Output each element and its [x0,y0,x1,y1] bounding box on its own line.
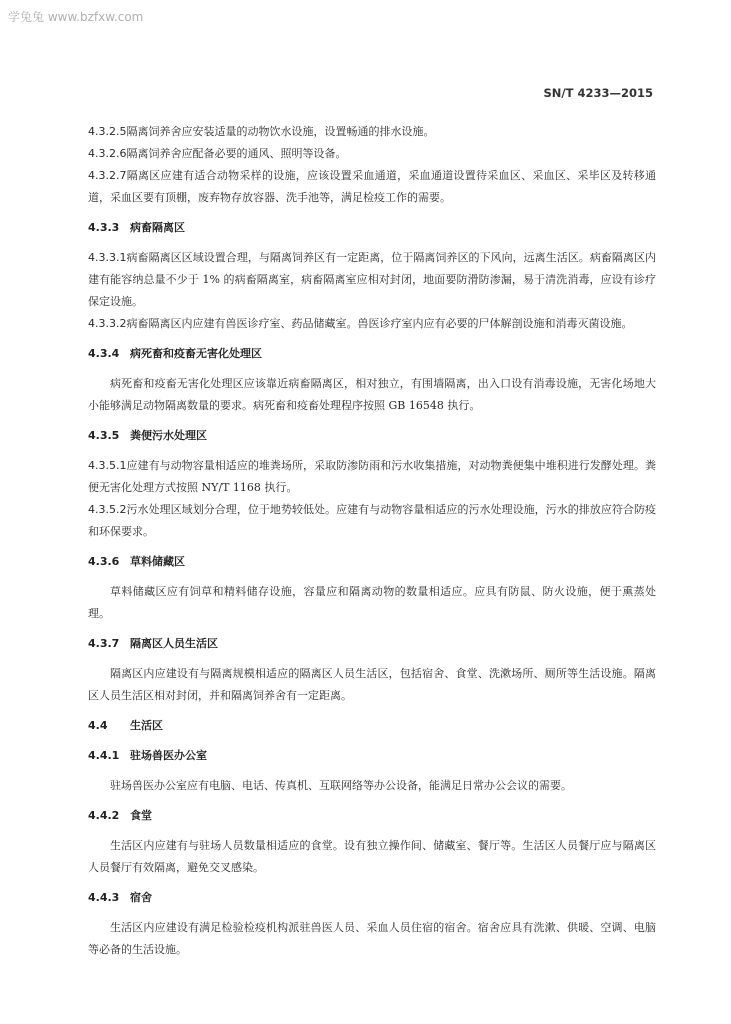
clause-text: 隔离饲养舍应安装适量的动物饮水设施，设置畅通的排水设施。 [126,125,435,138]
heading-text: 驻场兽医办公室 [130,749,207,762]
paragraph-4-4-1 [88,775,656,797]
clause-number: 4.3.2.5 [88,125,127,138]
clause-4-3-3-2 [88,313,656,335]
clause-number: 4.3.2.7 [88,169,127,182]
heading-number: 4.4.3 [88,891,120,904]
clause-4-3-5-2 [88,499,656,543]
clause-number: 4.3.2.6 [88,147,127,160]
document-body [88,121,656,961]
document-number: SN/T 4233—2015 [543,86,653,100]
heading-4-3-4 [88,343,656,365]
heading-text: 病畜隔离区 [130,221,185,234]
clause-number: 4.3.3.2 [88,317,127,330]
clause-text: 应建有与动物容量相适应的堆粪场所，采取防渗防雨和污水收集措施，对动物粪便集中堆积进行发酵处理。粪便无害化处理方式按照 NY/T 1168 执行。 [88,459,656,494]
heading-number: 4.3.5 [88,429,120,442]
clause-text: 隔离区应建有适合动物采样的设施，应该设置采血通道，采血通道设置待采血区、采血区、采毕区及转移通道，采血区要有顶棚，废弃物存放容器、洗手池等，满足检疫工作的需要。 [88,169,656,204]
paragraph-4-3-7 [88,663,656,707]
clause-text: 隔离饲养舍应配备必要的通风、照明等设备。 [126,147,347,160]
heading-number: 4.3.4 [88,347,120,360]
paragraph-text: 驻场兽医办公室应有电脑、电话、传真机、互联网络等办公设备，能满足日常办公会议的需要。 [110,779,572,792]
paragraph-4-3-6 [88,581,656,625]
heading-text: 隔离区人员生活区 [130,637,218,650]
clause-4-3-5-1 [88,455,656,499]
heading-text: 生活区 [130,719,163,732]
clause-number: 4.3.3.1 [88,251,127,264]
heading-4-4-1 [88,745,656,767]
clause-text: 污水处理区域划分合理，位于地势较低处。应建有与动物容量相适应的污水处理设施，污水的排放应符合防疫和环保要求。 [88,503,656,538]
paragraph-text: 生活区内应建有与驻场人员数量相适应的食堂。设有独立操作间、储藏室、餐厅等。生活区人员餐厅应与隔离区人员餐厅有效隔离，避免交叉感染。 [88,839,656,874]
clause-text: 病畜隔离区内应建有兽医诊疗室、药品储藏室。兽医诊疗室内应有必要的尸体解剖设施和消毒灭菌设施。 [126,317,633,330]
heading-4-4-2 [88,805,656,827]
heading-4-3-5 [88,425,656,447]
heading-text: 粪便污水处理区 [130,429,207,442]
heading-4-4 [88,715,656,737]
heading-4-4-3 [88,887,656,909]
heading-number: 4.3.6 [88,555,120,568]
clause-text: 病畜隔离区区域设置合理，与隔离饲养区有一定距离，位于隔离饲养区的下风向，远离生活区。病畜隔离区内建有能容纳总量不少于 1% 的病畜隔离室，病畜隔离室应相对封闭，地面要防滑防渗漏，易于清洗消毒，应设有诊疗保定设施。 [88,251,656,308]
paragraph-text: 隔离区内应建设有与隔离规模相适应的隔离区人员生活区，包括宿舍、食堂、洗漱场所、厕所等生活设施。隔离区人员生活区相对封闭，并和隔离饲养舍有一定距离。 [88,667,656,702]
heading-number: 4.4 [88,719,108,732]
paragraph-text: 草料储藏区应有饲草和精料储存设施，容量应和隔离动物的数量相适应。应具有防鼠、防火设施，便于熏蒸处理。 [88,585,656,620]
heading-number: 4.3.7 [88,637,120,650]
heading-number: 4.3.3 [88,221,120,234]
heading-text: 草料储藏区 [130,555,185,568]
clause-4-3-3-1 [88,247,656,313]
clause-4-3-2-7 [88,165,656,209]
paragraph-4-3-4 [88,373,656,417]
heading-4-3-6 [88,551,656,573]
clause-4-3-2-6 [88,143,656,165]
clause-number: 4.3.5.2 [88,503,127,516]
clause-number: 4.3.5.1 [88,459,127,472]
watermark: 学兔兔 www.bzfxw.com [8,10,144,24]
heading-number: 4.4.1 [88,749,120,762]
heading-text: 食堂 [130,809,152,822]
heading-text: 宿舍 [130,891,152,904]
paragraph-text: 生活区内应建设有满足检验检疫机构派驻兽医人员、采血人员住宿的宿舍。宿舍应具有洗漱、供暖、空调、电脑等必备的生活设施。 [88,921,656,956]
heading-text: 病死畜和疫畜无害化处理区 [130,347,262,360]
paragraph-text: 病死畜和疫畜无害化处理区应该靠近病畜隔离区，相对独立，有围墙隔离，出入口设有消毒设施，无害化场地大小能够满足动物隔离数量的要求。病死畜和疫畜处理程序按照 GB 16548 执行。 [88,377,656,412]
clause-4-3-2-5 [88,121,656,143]
heading-4-3-7 [88,633,656,655]
heading-number: 4.4.2 [88,809,120,822]
paragraph-4-4-2 [88,835,656,879]
heading-4-3-3 [88,217,656,239]
paragraph-4-4-3 [88,917,656,961]
